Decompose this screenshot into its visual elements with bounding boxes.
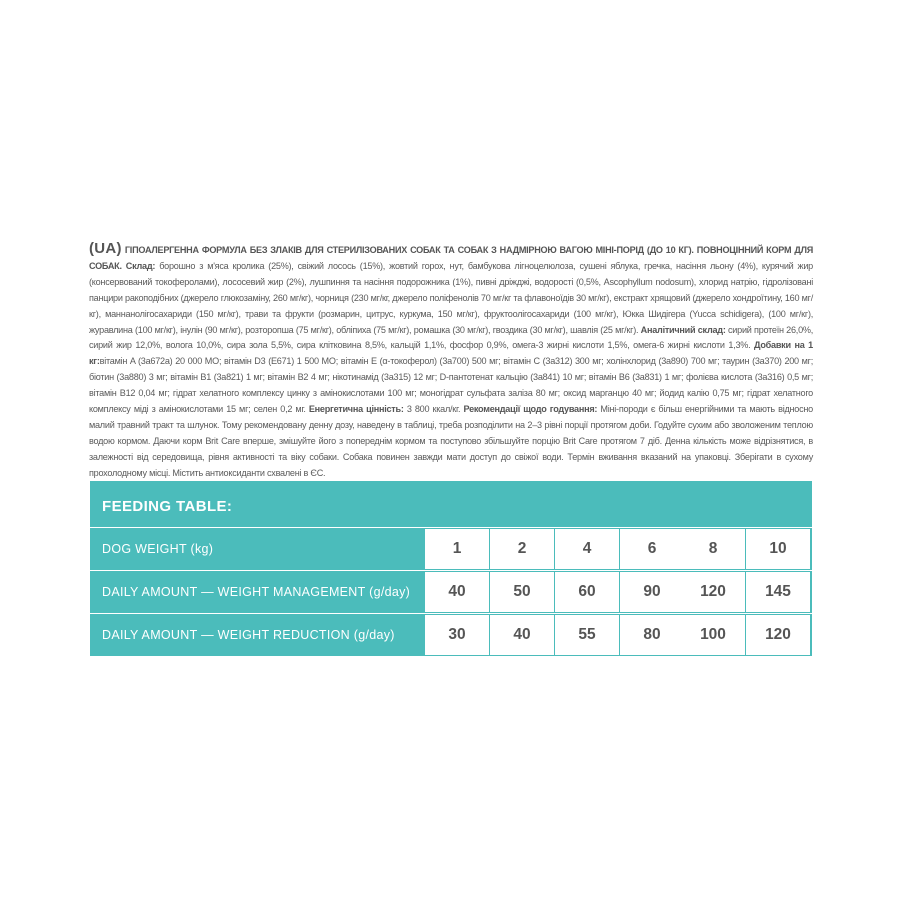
table-cell: 80	[620, 615, 684, 655]
energy-text: 3 800 ккал/кг.	[403, 404, 461, 415]
analysis-heading: Аналітичний склад:	[638, 324, 726, 335]
feeding-recommendations-heading: Рекомендації щодо годування:	[460, 404, 598, 415]
table-cell: 30	[425, 615, 489, 655]
composition-text: борошно з м'яса кролика (25%), свіжий лосось (15%), жовтий горох, нут, бамбукова лігноцелюлоза, сушені яблука, гречка, насіння льону (4%), курячий жир (консервований токоферолами), лососевий жир (2%), лушпиння та насіння подорожника (1%), пивні дріжджі, водорості (0,5%, Ascophyllum nodosum), хлорид натрію, гідролізовані панцири ракоподібних (джерело глюкозаміну, 260 мг/кг), чорниця (230 мг/кг, джерело поліфенолів 70 мг/кг та флавоноїдів 30 мг/кг), екстракт хрящовий (джерело хондроїтину, 160 мг/кг), маннанолігосахариди (150 мг/кг), трави та фрукти (розмарин, цитрус, куркума, 150 мг/кг), фруктоолігосахариди (100 мг/кг), Юкка Шидігера (Yucca schidigera), (100 мг/кг), журавлина (100 мг/кг), інулін (90 мг/кг), розторопша (75 мг/кг), обліпиха (75 мг/кг), ромашка (30 мг/кг), гвоздика (30 мг/кг), шавлія (25 мг/кг).	[89, 260, 813, 335]
row-label-weight-management: DAILY AMOUNT — WEIGHT MANAGEMENT (g/day)	[102, 585, 411, 599]
table-cell: 100	[681, 615, 745, 655]
table-cell: 2	[490, 529, 554, 569]
table-cell: 90	[620, 572, 684, 612]
feeding-table	[90, 481, 812, 656]
table-cell: 40	[490, 615, 554, 655]
table-cell: 10	[746, 529, 810, 569]
additives-heading: Добавки на 1 кг:	[89, 340, 813, 367]
table-cell: 120	[681, 572, 745, 612]
row-divider	[90, 527, 812, 528]
table-cell: 1	[425, 529, 489, 569]
row-divider	[90, 613, 812, 614]
table-cell: 145	[746, 572, 810, 612]
energy-heading: Енергетична цінність:	[305, 404, 404, 415]
table-cell: 6	[620, 529, 684, 569]
language-code: (UA)	[89, 240, 122, 257]
table-cell: 8	[681, 529, 745, 569]
table-cell: 60	[555, 572, 619, 612]
table-cell: 40	[425, 572, 489, 612]
table-cell: 4	[555, 529, 619, 569]
row-label-weight-reduction: DAILY AMOUNT — WEIGHT REDUCTION (g/day)	[102, 628, 395, 642]
table-cell: 50	[490, 572, 554, 612]
row-divider	[90, 570, 812, 571]
feeding-table-title: FEEDING TABLE:	[102, 498, 233, 515]
additives-text: вітамін A (3a672a) 20 000 МО; вітамін D3 (E671) 1 500 МО; вітамін E (α-токоферол) (3a700) 500 мг; вітамін C (3a312) 300 мг; холінхлорид (3a890) 700 мг; таурин (3a370) 200 мг; біотин (3a880) 3 мг; вітамін B1 (3a821) 1 мг; вітамін B2 4 мг; нікотинамід (3a315) 12 мг; D-пантотенат кальцію (3a841) 10 мг; вітамін B6 (3a831) 1 мг; фолієва кислота (3a316) 0,5 мг; вітамін B12 0,04 мг; гідрат хелатного комплексу цинку з амінокислотами 100 мг; моногідрат сульфата заліза 80 мг; оксид марганцю 40 мг; йодид калію 0,75 мг; гідрат хелатного комплексу міді з амінокислотами 15 мг; селен 0,2 мг.	[89, 356, 813, 415]
ingredients-text	[89, 241, 813, 482]
product-heading: ГІПОАЛЕРГЕННА ФОРМУЛА БЕЗ ЗЛАКІВ ДЛЯ СТЕРИЛІЗОВАНИХ СОБАК ТА СОБАК З НАДМІРНОЮ ВАГОЮ МІНІ-ПОРІД (ДО 10 КГ). ПОВНОЦІННИЙ КОРМ ДЛЯ СОБАК. Склад:	[89, 245, 813, 271]
row-label-dog-weight: DOG WEIGHT (kg)	[102, 542, 214, 556]
table-cell: 120	[746, 615, 810, 655]
feeding-recommendations-text: Міні-породи є більш енергійними та мають відносно малий травний тракт та шлунок. Тому рекомендовану денну дозу, наведену в таблиці, треба розподілити на 2–3 рівні порції протягом доби. Годуйте сухим або зволоженим теплою водою кормом. Даючи корм Brit Care вперше, змішуйте його з попереднім кормом та поступово збільшуйте порцію Brit Care протягом 7 діб. Денна кількість може відрізнятися, в залежності від середовища, рівня активності та віку собаки. Собака повинен завжди мати доступ до свіжої води. Термін вживання вказаний на упаковці. Зберігати в сухому прохолодному місці. Містить антиоксиданти схвалені в ЄС.	[89, 404, 813, 478]
analysis-text: сирий протеїн 26,0%, сирий жир 12,0%, волога 10,0%, сира зола 5,5%, сира клітковина 8,5%, кальцій 1,1%, фосфор 0,9%, омега-3 жирні кислоти 1,5%, омега-6 жирні кислоти 1,3%.	[89, 324, 813, 351]
table-cell: 55	[555, 615, 619, 655]
